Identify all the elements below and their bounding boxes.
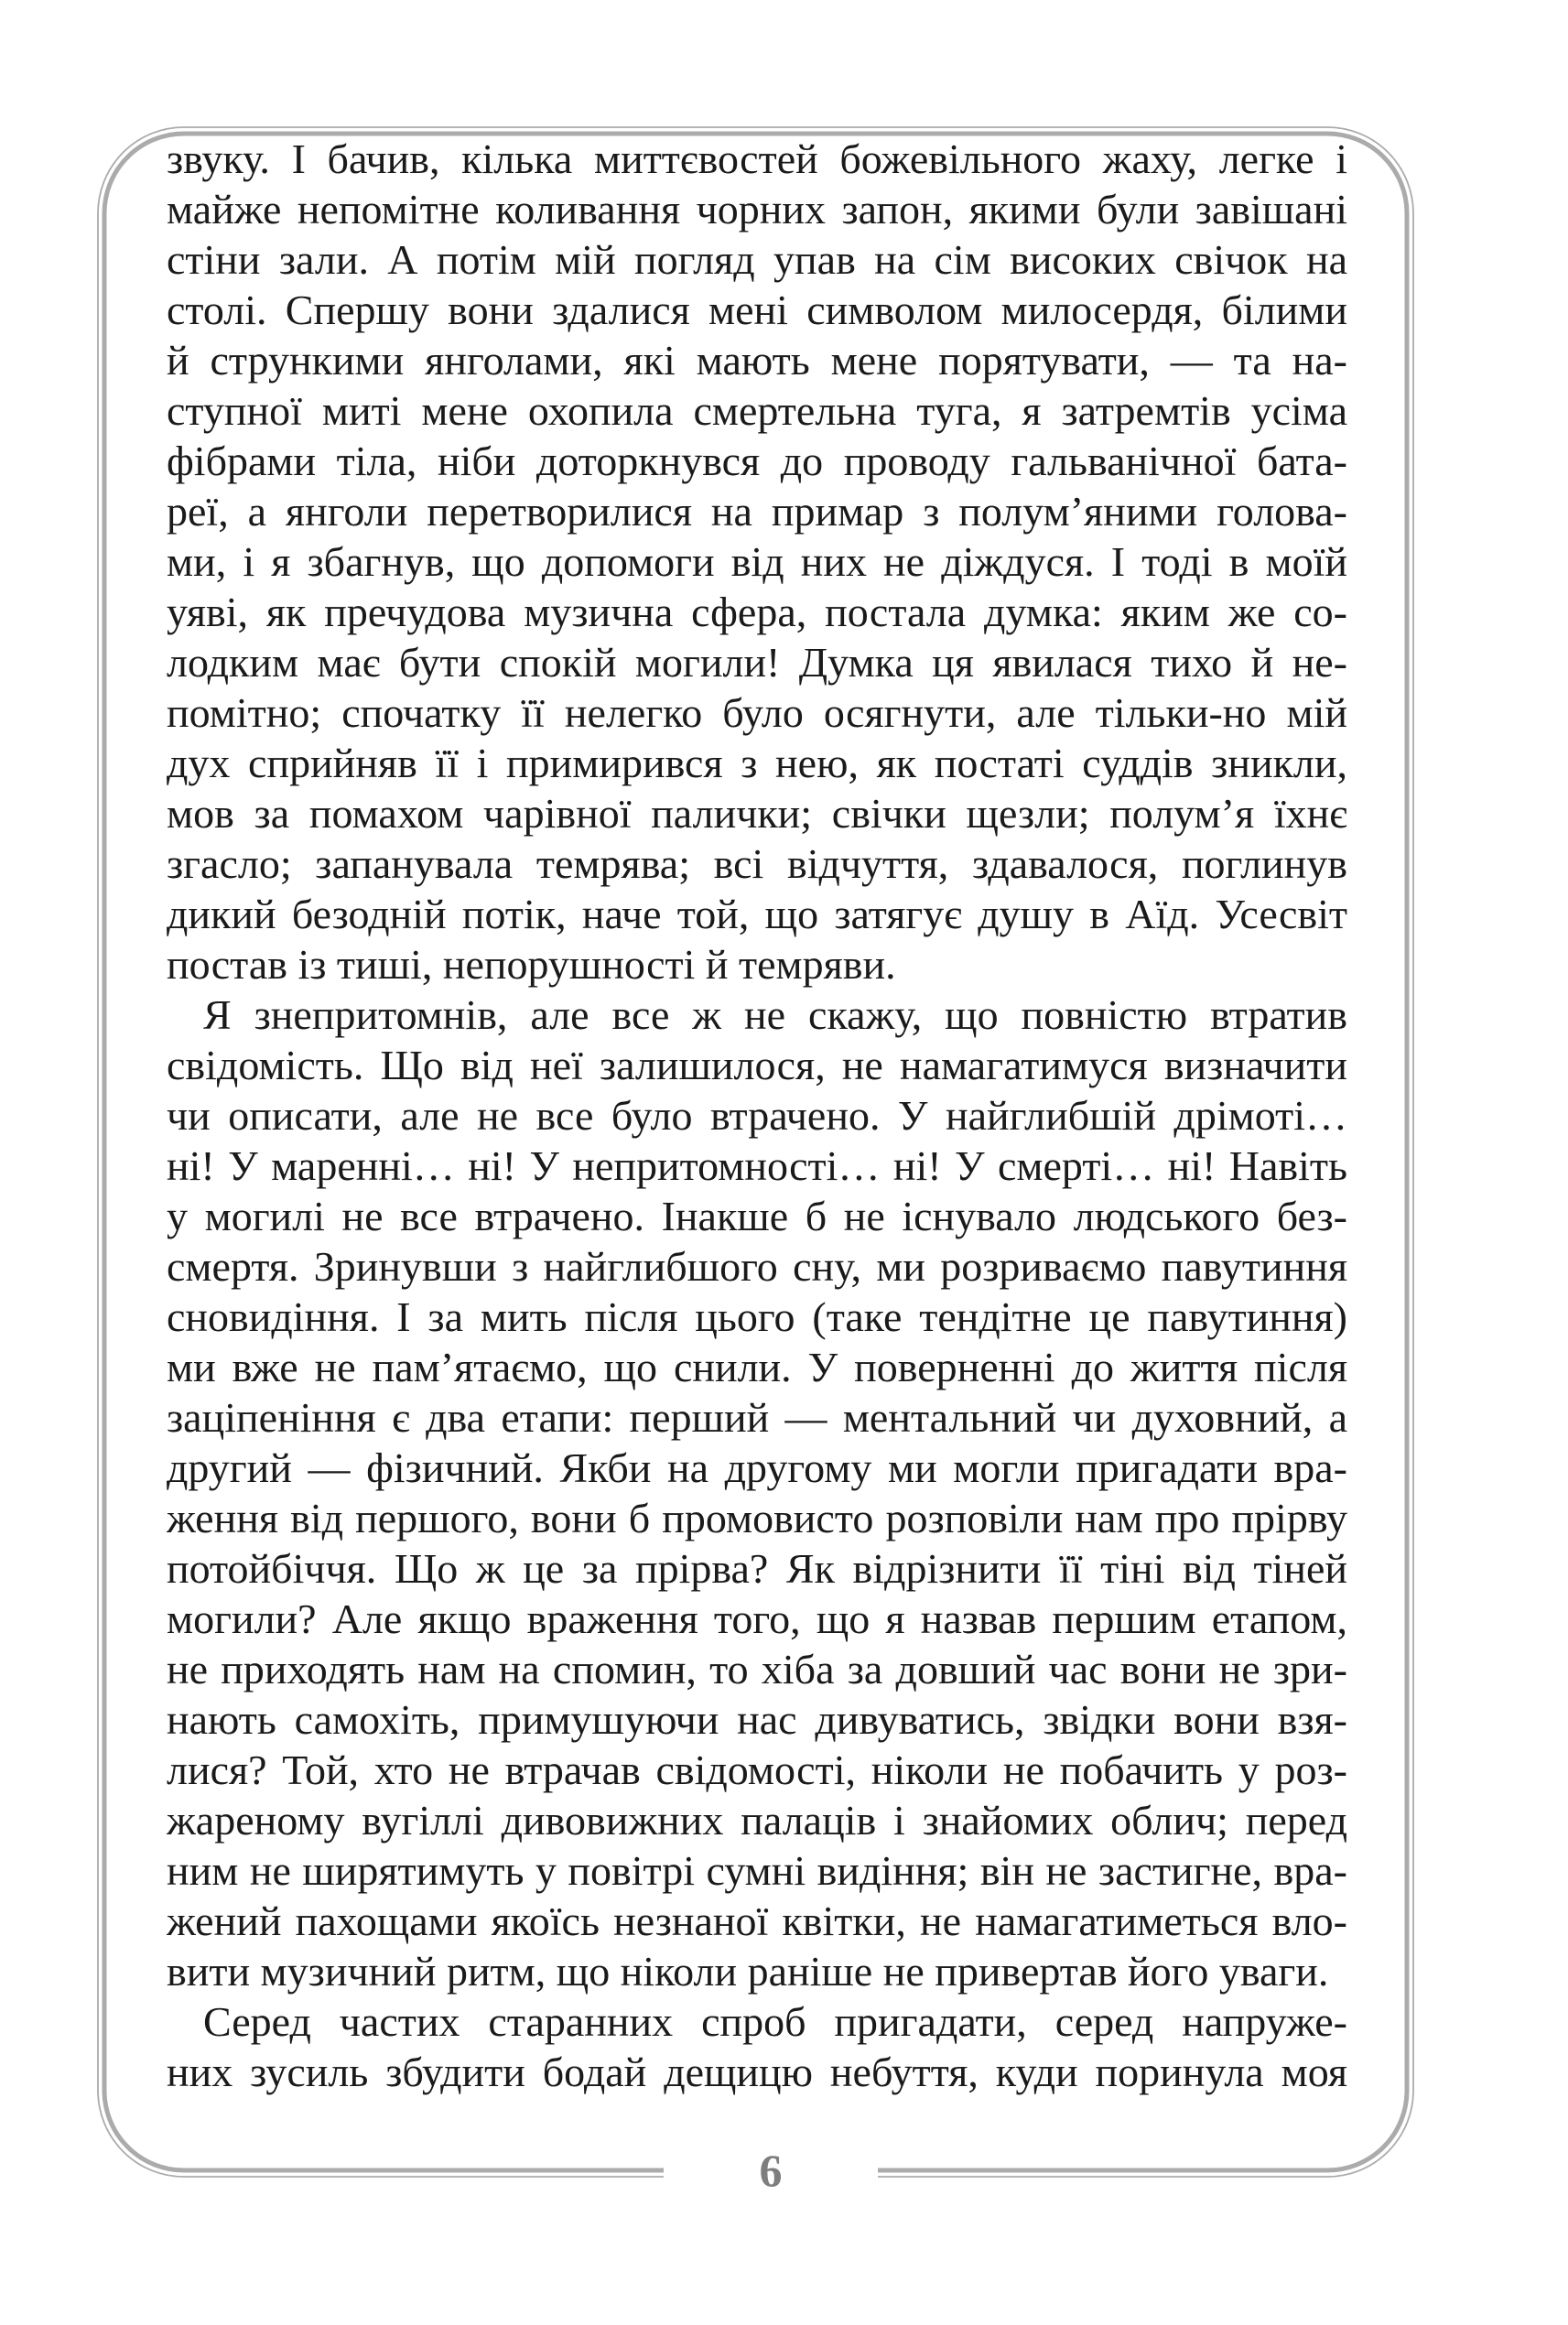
text-line: фібрами тіла, ніби доторкнувся до проводу гальванічної бата- [167,438,1347,484]
text-line: жареному вугіллі дивовижних палаців і знайомих облич; перед [167,1797,1347,1844]
text-line: потойбіччя. Що ж це за прірва? Як відрізнити її тіні від тіней [167,1545,1347,1592]
text-line: смертя. Зринувши з найглибшого сну, ми розриваємо павутиння [167,1243,1347,1290]
text-line: Серед частих старанних спроб пригадати, серед напруже- [203,1998,1347,2045]
text-line: жений пахощами якоїсь незнаної квітки, не намагатиметься вло- [167,1898,1347,1944]
text-line: вити музичний ритм, що ніколи раніше не привертав його уваги. [167,1948,1329,1995]
text-line: лися? Той, хто не втрачав свідомості, ніколи не побачить у роз- [167,1746,1347,1793]
text-line: ступної миті мене охопила смертельна туга, я затремтів усіма [167,387,1347,434]
text-line: стіни зали. А потім мій погляд упав на сім високих свічок на [167,236,1347,283]
text-line: ним не ширятимуть у повітрі сумні видіння; він не застигне, вра- [167,1847,1347,1894]
text-line: у могилі не все втрачено. Інакше б не існувало людського без- [167,1193,1347,1239]
text-line: нають самохіть, примушуючи нас дивуватись, звідки вони взя- [167,1696,1347,1743]
page-number: 6 [759,2145,783,2196]
text-line: заціпеніння є два етапи: перший — ментальний чи духовний, а [167,1394,1347,1441]
text-line: могили? Але якщо враження того, що я назвав першим етапом, [167,1595,1347,1642]
text-line: чи описати, але не все було втрачено. У найглибшій дрімоті… [167,1092,1347,1139]
text-line: й стрункими янголами, які мають мене порятувати, — та на- [167,337,1347,384]
text-line: ження від першого, вони б промовисто розповіли нам про прірву [167,1495,1347,1541]
text-line: згасло; запанувала темрява; всі відчуття, здавалося, поглинув [167,840,1347,887]
text-block [167,134,1347,2097]
text-line: не приходять нам на спомин, то хіба за довший час вони не зри- [167,1646,1347,1692]
text-line: ми, і я збагнув, що допомоги від них не діждуся. І тоді в моїй [167,538,1347,585]
text-line: уяві, як пречудова музична сфера, постала думка: яким же со- [167,589,1347,635]
text-line: постав із тиші, непорушності й темряви. [167,941,896,988]
text-line: ні! У маренні… ні! У непритомності… ні! У смерті… ні! Навіть [167,1142,1347,1189]
text-line: дикий безодній потік, наче той, що затягує душу в Аїд. Усесвіт [167,891,1347,937]
text-line: Я знепритомнів, але все ж не скажу, що повністю втратив [203,991,1347,1038]
text-line: звуку. І бачив, кілька миттєвостей божевільного жаху, легке і [167,135,1347,182]
text-line: лодким має бути спокій могили! Думка ця явилася тихо й не- [167,639,1347,686]
text-line: ми вже не пам’ятаємо, що снили. У поверненні до життя після [167,1344,1347,1390]
text-line: дух сприйняв її і примирився з нею, як постаті суддів зникли, [167,740,1347,786]
text-line: столі. Спершу вони здалися мені символом милосердя, білими [167,287,1347,333]
text-line: помітно; спочатку її нелегко було осягнути, але тільки-но мій [167,689,1347,736]
text-line: реї, а янголи перетворилися на примар з полум’яними голова- [167,488,1347,535]
text-line: свідомість. Що від неї залишилося, не намагатимуся визначити [167,1042,1347,1088]
text-line: майже непомітне коливання чорних запон, якими були завішані [167,186,1347,232]
text-line: мов за помахом чарівної палички; свічки щезли; полум’я їхнє [167,790,1347,837]
text-line: сновидіння. І за мить після цього (таке тендітне це павутиння) [167,1293,1347,1340]
text-line: них зусиль збудити бодай дещицю небуття, куди поринула моя [167,2049,1347,2095]
text-line: другий — фізичний. Якби на другому ми могли пригадати вра- [167,1444,1347,1491]
